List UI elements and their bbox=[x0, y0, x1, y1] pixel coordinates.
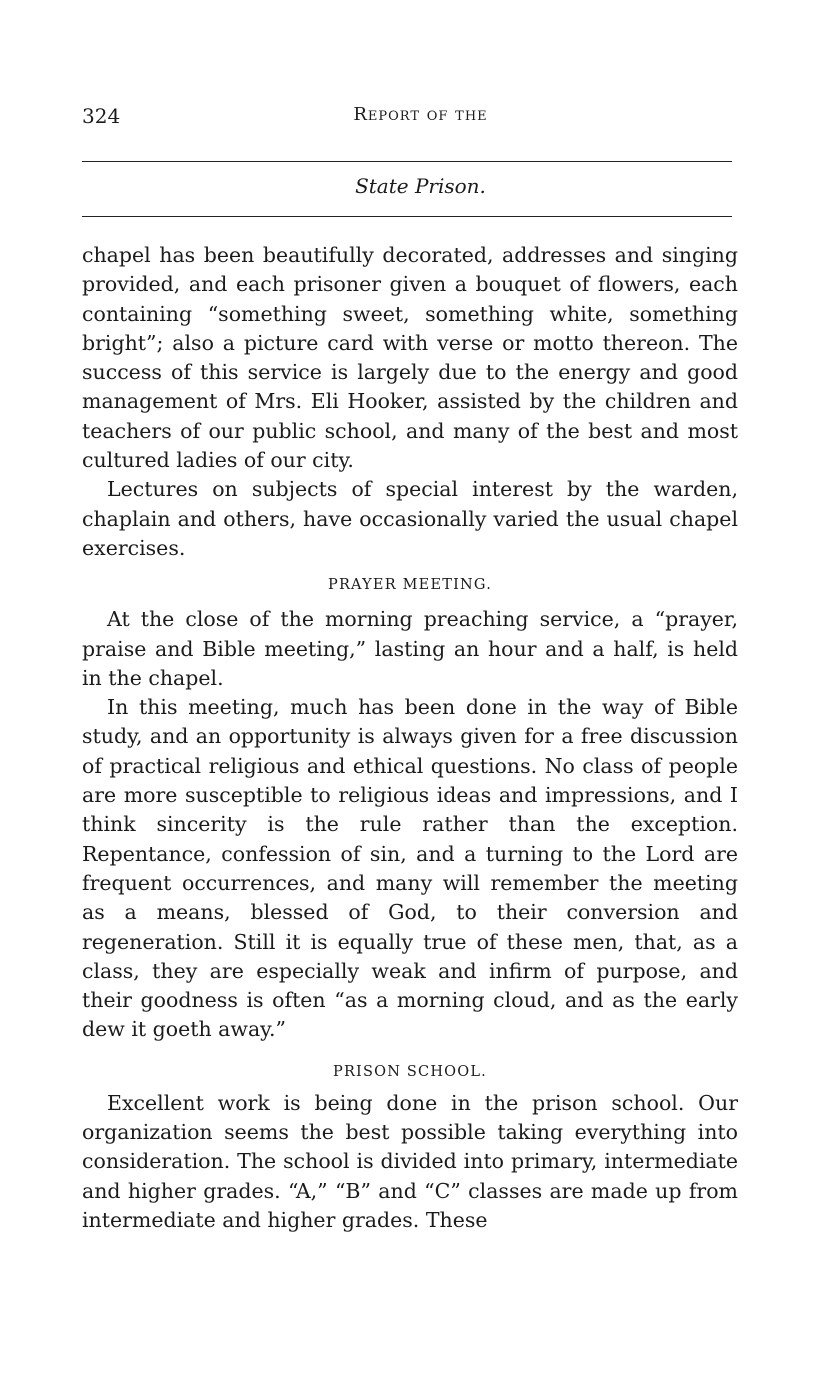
paragraph-chapel-decoration: chapel has been beautifully decorated, addresses and singing provided, and each prisoner given a bouquet of flowers, each containing “something sweet, something white, something bright”; also a picture card with verse or motto thereon. The success of this service is largely due to the energy and good management of Mrs. Eli Hooker, assisted by the children and teachers of our public school, and many of the best and most cultured ladies of our city. bbox=[82, 243, 738, 473]
paragraph-prayer-meeting-detail: In this meeting, much has been done in the way of Bible study, and an opportunity is always given for a free discussion of practical religious and ethical questions. No class of people are more susceptible to religious ideas and impressions, and I think sincerity is the rule rather than the exception. Repentance, confession of sin, and a turning to the Lord are frequent occurrences, and many will remember the meeting as a means, blessed of God, to their conversion and regeneration. Still it is equally true of these men, that, as a class, they are especially weak and infirm of purpose, and their goodness is often “as a morning cloud, and as the early dew it goeth away.” bbox=[82, 695, 738, 1042]
paragraph-prayer-meeting-intro: At the close of the morning preaching service, a “prayer, praise and Bible meeting,” lasting an hour and a half, is held in the chapel. bbox=[82, 607, 738, 690]
section-title: State Prison. bbox=[355, 174, 486, 198]
page-number: 324 bbox=[82, 104, 121, 128]
paragraph-lectures: Lectures on subjects of special interest by the warden, chaplain and others, have occasionally varied the usual chapel exercises. bbox=[82, 477, 738, 560]
paragraph-prison-school: Excellent work is being done in the prison school. Our organization seems the best possible taking everything into consideration. The school is divided into primary, intermediate and higher grades. “A,” “B” and “C” classes are made up from intermediate and higher grades. These bbox=[82, 1090, 738, 1232]
body-text bbox=[82, 241, 738, 1235]
running-head: Report of the bbox=[353, 104, 488, 125]
subheading-prayer-meeting: PRAYER MEETING. bbox=[327, 577, 493, 594]
header-rule-top bbox=[82, 161, 732, 162]
header-rule-bottom bbox=[82, 216, 732, 217]
subheading-prison-school: PRISON SCHOOL. bbox=[332, 1063, 487, 1080]
